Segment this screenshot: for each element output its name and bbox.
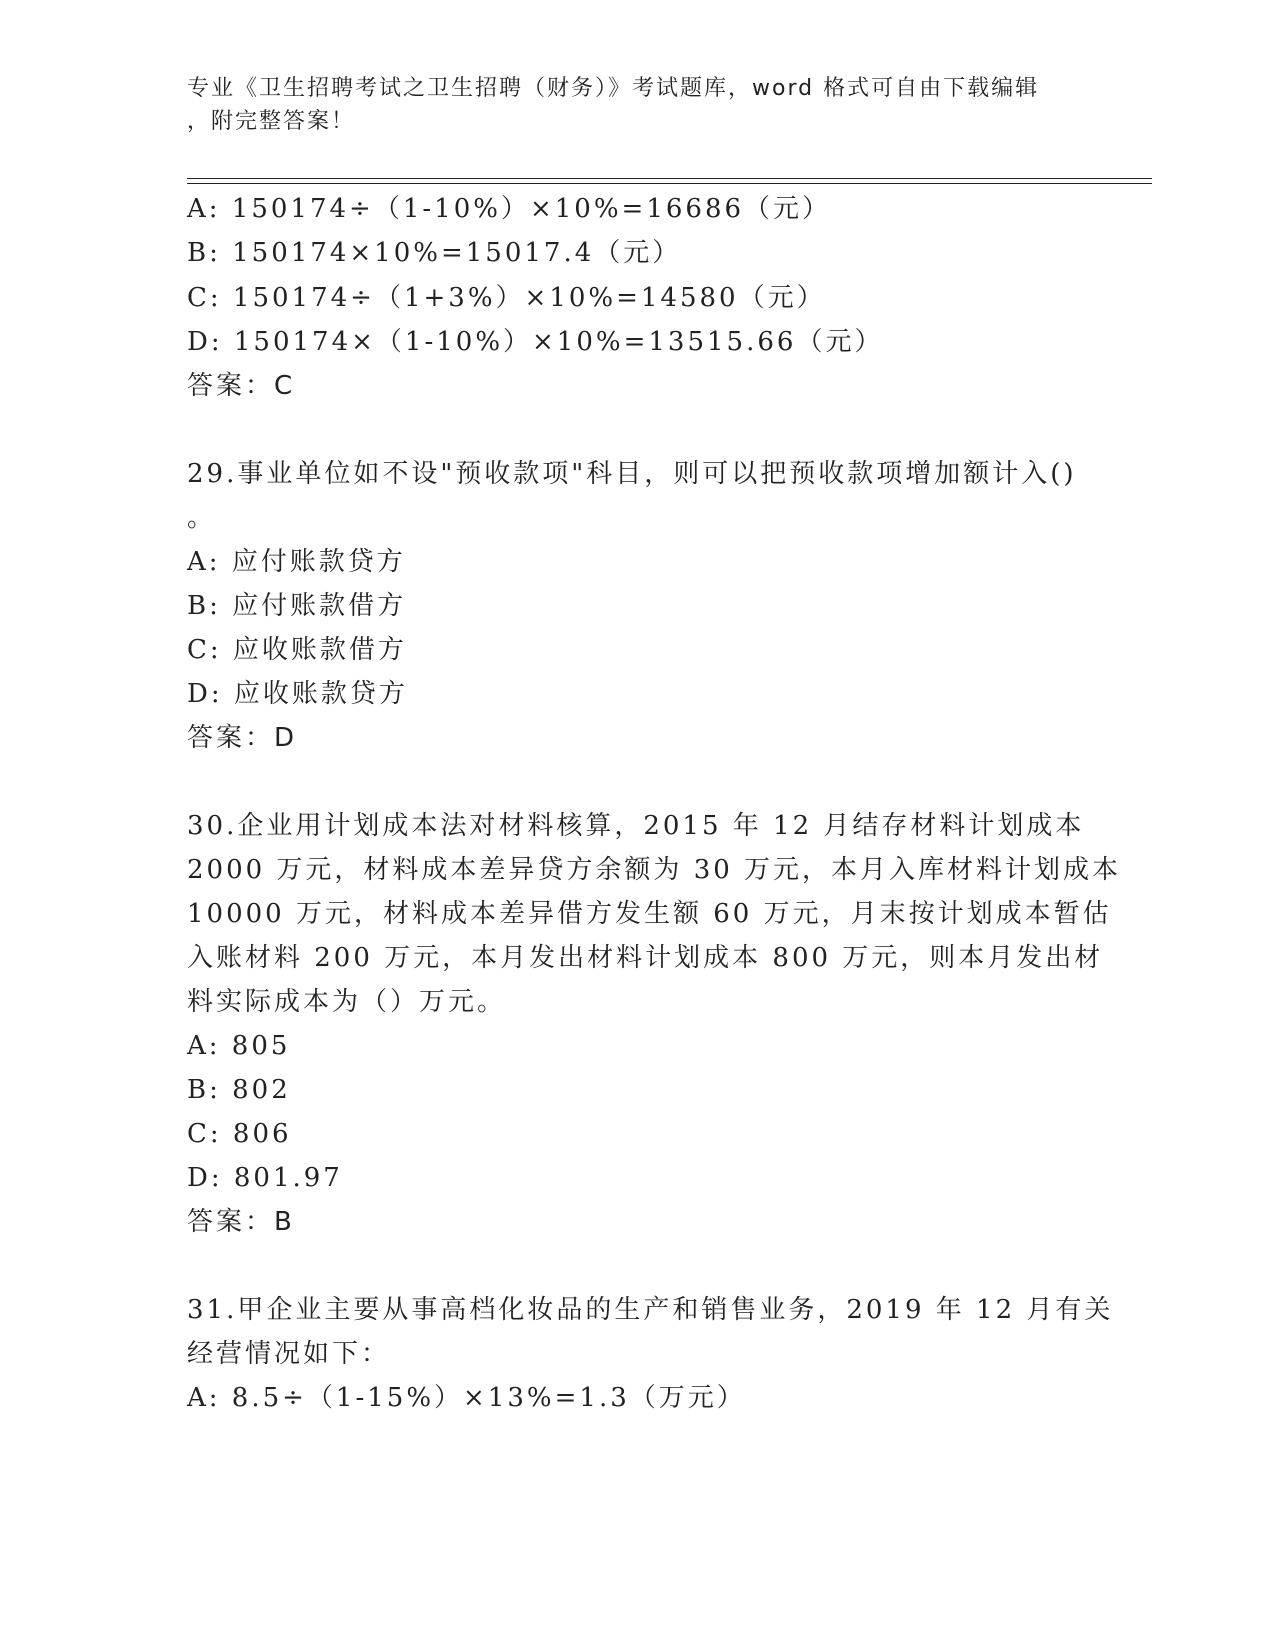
- q28-option-a: A: 150174÷（1-10%）×10%=16686（元）: [187, 194, 832, 224]
- header-divider-top: [187, 178, 1152, 179]
- q31-option-a: A: 8.5÷（1-15%）×13%=1.3（万元）: [187, 1383, 746, 1413]
- q29-option-a: A: 应付账款贷方: [187, 547, 406, 577]
- header-line-2: ，附完整答案！: [187, 109, 356, 134]
- q29-stem-line-1: 29.事业单位如不设"预收款项"科目，则可以把预收款项增加额计入(): [187, 459, 1077, 489]
- q30-stem-line-1: 30.企业用计划成本法对材料核算，2015 年 12 月结存材料计划成本: [187, 811, 1085, 841]
- q29-option-d: D: 应收账款贷方: [187, 679, 408, 709]
- header-divider-bottom: [187, 183, 1152, 184]
- q28-answer: 答案：C: [187, 371, 296, 401]
- q30-stem-line-3: 10000 万元，材料成本差异借方发生额 60 万元，月末按计划成本暂估: [187, 899, 1112, 929]
- q30-stem-line-4: 入账材料 200 万元，本月发出材料计划成本 800 万元，则本月发出材: [187, 943, 1104, 973]
- q30-answer: 答案：B: [187, 1207, 295, 1237]
- q30-option-a: A: 805: [187, 1031, 291, 1061]
- q30-option-b: B: 802: [187, 1075, 291, 1105]
- q30-option-c: C: 806: [187, 1119, 292, 1149]
- q29-answer: 答案：D: [187, 723, 298, 753]
- document-header: [187, 72, 1087, 138]
- q30-stem-line-2: 2000 万元，材料成本差异贷方余额为 30 万元，本月入库材料计划成本: [187, 855, 1122, 885]
- q30-stem-line-5: 料实际成本为（）万元。: [187, 987, 507, 1017]
- header-line-1: 专业《卫生招聘考试之卫生招聘（财务）》考试题库，word 格式可自由下载编辑: [187, 76, 1040, 101]
- q29-option-c: C: 应收账款借方: [187, 635, 407, 665]
- q30-option-d: D: 801.97: [187, 1163, 343, 1193]
- q29-stem-line-2: 。: [187, 503, 217, 533]
- q31-stem-line-2: 经营情况如下：: [187, 1339, 391, 1369]
- q28-option-c: C: 150174÷（1+3%）×10%=14580（元）: [187, 283, 826, 313]
- q31-stem-line-1: 31.甲企业主要从事高档化妆品的生产和销售业务，2019 年 12 月有关: [187, 1295, 1114, 1325]
- q28-option-d: D: 150174×（1-10%）×10%=13515.66（元）: [187, 327, 884, 357]
- q28-option-b: B: 150174×10%=15017.4（元）: [187, 238, 682, 268]
- q29-option-b: B: 应付账款借方: [187, 591, 407, 621]
